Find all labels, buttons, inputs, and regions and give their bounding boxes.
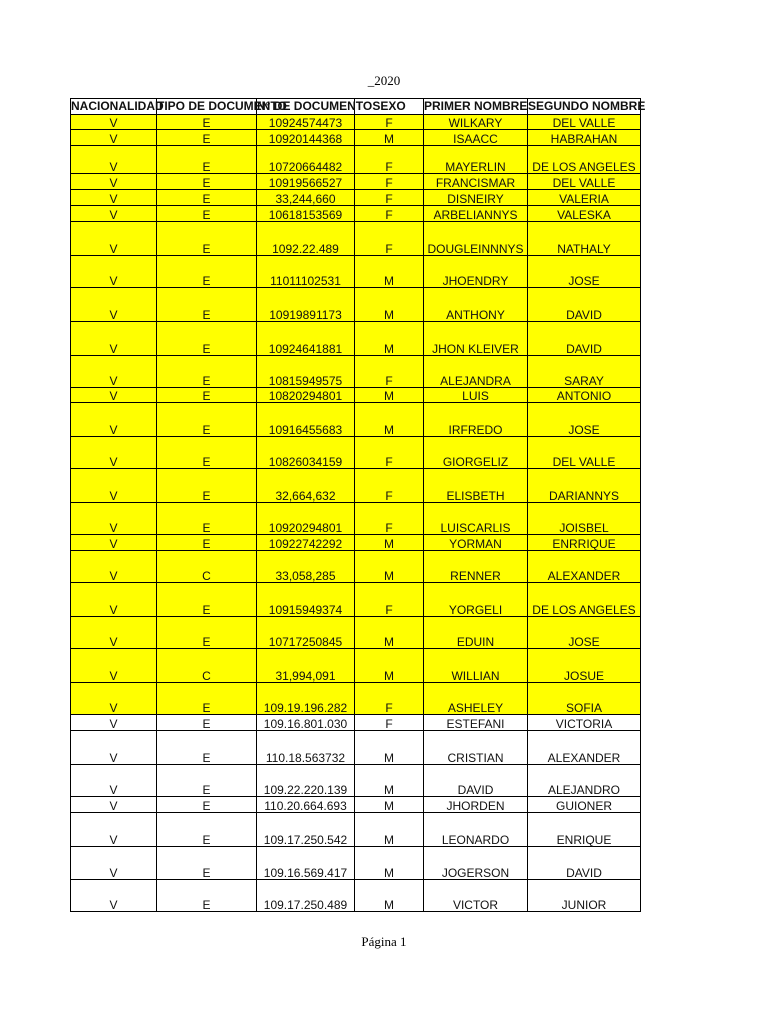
nacionalidad-cell[interactable]: V [71, 322, 157, 356]
sexo-cell[interactable]: F [355, 683, 424, 715]
segundo-nombre-cell[interactable]: DAVID [528, 322, 641, 356]
segundo-nombre-cell[interactable]: HABRAHAN [528, 130, 641, 146]
numero-documento-cell[interactable]: 1092.22.489 [257, 222, 355, 256]
primer-nombre-cell[interactable]: CRISTIAN [424, 731, 528, 765]
nacionalidad-cell[interactable]: V [71, 797, 157, 813]
table-row [71, 813, 641, 847]
nacionalidad-cell[interactable]: V [71, 130, 157, 146]
segundo-nombre-cell[interactable]: SOFIA [528, 683, 641, 715]
sexo-cell[interactable]: M [355, 765, 424, 797]
segundo-nombre-cell[interactable]: JOSE [528, 256, 641, 288]
numero-documento-cell[interactable]: 10717250845 [257, 617, 355, 649]
nacionalidad-cell[interactable]: V [71, 649, 157, 683]
table-row [71, 256, 641, 288]
table-row [71, 765, 641, 797]
tipo-documento-cell[interactable]: E [157, 356, 257, 388]
table-row [71, 437, 641, 469]
sexo-cell[interactable]: F [355, 715, 424, 731]
nacionalidad-cell[interactable]: V [71, 174, 157, 190]
numero-documento-cell[interactable]: 109.16.569.417 [257, 847, 355, 880]
tipo-documento-cell[interactable]: E [157, 715, 257, 731]
table-row [71, 797, 641, 813]
primer-nombre-cell[interactable]: ALEJANDRA [424, 356, 528, 388]
segundo-nombre-cell[interactable]: ALEXANDER [528, 551, 641, 583]
segundo-nombre-cell[interactable]: JOSE [528, 403, 641, 437]
header-nacionalidad[interactable]: NACIONALIDAD [71, 99, 164, 113]
segundo-nombre-cell[interactable]: DAVID [528, 288, 641, 322]
nacionalidad-cell[interactable]: V [71, 469, 157, 503]
nacionalidad-cell[interactable]: V [71, 731, 157, 765]
primer-nombre-cell[interactable]: WILKARY [424, 115, 528, 130]
primer-nombre-cell[interactable]: IRFREDO [424, 403, 528, 437]
nacionalidad-cell[interactable]: V [71, 190, 157, 206]
sexo-cell[interactable]: M [355, 130, 424, 146]
segundo-nombre-cell[interactable]: VALESKA [528, 206, 641, 222]
tipo-documento-cell[interactable]: E [157, 388, 257, 403]
sexo-cell[interactable]: M [355, 617, 424, 649]
segundo-nombre-cell[interactable]: DE LOS ANGELES [528, 583, 641, 617]
table-row [71, 288, 641, 322]
segundo-nombre-cell[interactable]: DEL VALLE [528, 174, 641, 190]
primer-nombre-cell[interactable]: ELISBETH [424, 469, 528, 503]
sexo-cell[interactable]: M [355, 403, 424, 437]
tipo-documento-cell[interactable]: E [157, 617, 257, 649]
primer-nombre-cell[interactable]: LEONARDO [424, 813, 528, 847]
data-table [70, 98, 646, 912]
numero-documento-cell[interactable]: 10924574473 [257, 115, 355, 130]
numero-documento-cell[interactable]: 10826034159 [257, 437, 355, 469]
tipo-documento-cell[interactable]: E [157, 403, 257, 437]
tipo-documento-cell[interactable]: E [157, 256, 257, 288]
primer-nombre-cell[interactable]: RENNER [424, 551, 528, 583]
primer-nombre-cell[interactable]: ESTEFANI [424, 715, 528, 731]
header-row [71, 99, 641, 115]
numero-documento-cell[interactable]: 10915949374 [257, 583, 355, 617]
nacionalidad-cell[interactable]: V [71, 222, 157, 256]
numero-documento-cell[interactable]: 109.17.250.489 [257, 880, 355, 912]
nacionalidad-cell[interactable]: V [71, 583, 157, 617]
segundo-nombre-cell[interactable]: ANTONIO [528, 388, 641, 403]
primer-nombre-cell[interactable]: ISAACC [424, 130, 528, 146]
nacionalidad-cell[interactable]: V [71, 535, 157, 551]
sexo-cell[interactable]: M [355, 256, 424, 288]
numero-documento-cell[interactable]: 31,994,091 [257, 649, 355, 683]
primer-nombre-cell[interactable]: ANTHONY [424, 288, 528, 322]
table-row [71, 503, 641, 535]
header-tipo-documento[interactable]: TIPO DE DOCUMENTO [157, 99, 287, 113]
segundo-nombre-cell[interactable]: JOISBEL [528, 503, 641, 535]
primer-nombre-cell[interactable]: DOUGLEINNNYS [424, 222, 528, 256]
tipo-documento-cell[interactable]: E [157, 288, 257, 322]
numero-documento-cell[interactable]: 10919566527 [257, 174, 355, 190]
sexo-cell[interactable]: F [355, 222, 424, 256]
primer-nombre-cell[interactable]: JHOENDRY [424, 256, 528, 288]
numero-documento-cell[interactable]: 10922742292 [257, 535, 355, 551]
header-numero-documento[interactable]: N° DE DOCUMENTO [257, 99, 373, 113]
segundo-nombre-cell[interactable]: GUIONER [528, 797, 641, 813]
primer-nombre-cell[interactable]: JHON KLEIVER [424, 322, 528, 356]
sexo-cell[interactable]: F [355, 503, 424, 535]
nacionalidad-cell[interactable]: V [71, 146, 157, 174]
numero-documento-cell[interactable]: 110.20.664.693 [257, 797, 355, 813]
header-primer-nombre[interactable]: PRIMER NOMBRE [424, 99, 528, 113]
table-row [71, 174, 641, 190]
numero-documento-cell[interactable]: 10919891173 [257, 288, 355, 322]
numero-documento-cell[interactable]: 10920144368 [257, 130, 355, 146]
table-row [71, 880, 641, 912]
tipo-documento-cell[interactable]: E [157, 174, 257, 190]
nacionalidad-cell[interactable]: V [71, 765, 157, 797]
table-row [71, 649, 641, 683]
numero-documento-cell[interactable]: 33,058,285 [257, 551, 355, 583]
sexo-cell[interactable]: M [355, 649, 424, 683]
page-footer: Página 1 [361, 934, 407, 949]
table-row [71, 583, 641, 617]
tipo-documento-cell[interactable]: E [157, 206, 257, 222]
nacionalidad-cell[interactable]: V [71, 388, 157, 403]
primer-nombre-cell[interactable]: ASHELEY [424, 683, 528, 715]
primer-nombre-cell[interactable]: YORMAN [424, 535, 528, 551]
numero-documento-cell[interactable]: 33,244,660 [257, 190, 355, 206]
numero-documento-cell[interactable]: 10618153569 [257, 206, 355, 222]
segundo-nombre-cell[interactable]: DEL VALLE [528, 437, 641, 469]
primer-nombre-cell[interactable]: JOGERSON [424, 847, 528, 880]
primer-nombre-cell[interactable]: YORGELI [424, 583, 528, 617]
segundo-nombre-cell[interactable]: JOSE [528, 617, 641, 649]
numero-documento-cell[interactable]: 10924641881 [257, 322, 355, 356]
nacionalidad-cell[interactable]: V [71, 115, 157, 130]
nacionalidad-cell[interactable]: V [71, 813, 157, 847]
tipo-documento-cell[interactable]: E [157, 115, 257, 130]
sexo-cell[interactable]: M [355, 322, 424, 356]
sexo-cell[interactable]: M [355, 288, 424, 322]
sexo-cell[interactable]: F [355, 174, 424, 190]
nacionalidad-cell[interactable]: V [71, 503, 157, 535]
tipo-documento-cell[interactable]: E [157, 583, 257, 617]
sexo-cell[interactable]: F [355, 469, 424, 503]
segundo-nombre-cell[interactable]: VICTORIA [528, 715, 641, 731]
table-row [71, 356, 641, 388]
table-row [71, 190, 641, 206]
primer-nombre-cell[interactable]: MAYERLIN [424, 146, 528, 174]
tipo-documento-cell[interactable]: E [157, 797, 257, 813]
numero-documento-cell[interactable]: 10720664482 [257, 146, 355, 174]
tipo-documento-cell[interactable]: E [157, 765, 257, 797]
sexo-cell[interactable]: F [355, 583, 424, 617]
numero-documento-cell[interactable]: 109.16.801.030 [257, 715, 355, 731]
table-row [71, 551, 641, 583]
tipo-documento-cell[interactable]: E [157, 847, 257, 880]
table-row [71, 847, 641, 880]
primer-nombre-cell[interactable]: EDUIN [424, 617, 528, 649]
nacionalidad-cell[interactable]: V [71, 847, 157, 880]
segundo-nombre-cell[interactable]: SARAY [528, 356, 641, 388]
segundo-nombre-cell[interactable]: DARIANNYS [528, 469, 641, 503]
primer-nombre-cell[interactable]: VICTOR [424, 880, 528, 912]
numero-documento-cell[interactable]: 109.22.220.139 [257, 765, 355, 797]
tipo-documento-cell[interactable]: E [157, 880, 257, 912]
tipo-documento-cell[interactable]: E [157, 130, 257, 146]
table-row [71, 683, 641, 715]
primer-nombre-cell[interactable]: DAVID [424, 765, 528, 797]
numero-documento-cell[interactable]: 10920294801 [257, 503, 355, 535]
table-row [71, 322, 641, 356]
numero-documento-cell[interactable]: 11011102531 [257, 256, 355, 288]
nacionalidad-cell[interactable]: V [71, 206, 157, 222]
sexo-cell[interactable]: F [355, 437, 424, 469]
nacionalidad-cell[interactable]: V [71, 715, 157, 731]
table-row [71, 146, 641, 174]
numero-documento-cell[interactable]: 109.19.196.282 [257, 683, 355, 715]
table-row [71, 715, 641, 731]
table-row [71, 130, 641, 146]
primer-nombre-cell[interactable]: FRANCISMAR [424, 174, 528, 190]
table-row [71, 731, 641, 765]
tipo-documento-cell[interactable]: E [157, 813, 257, 847]
segundo-nombre-cell[interactable]: ALEXANDER [528, 731, 641, 765]
tipo-documento-cell[interactable]: E [157, 503, 257, 535]
nacionalidad-cell[interactable]: V [71, 551, 157, 583]
segundo-nombre-cell[interactable]: ENRRIQUE [528, 535, 641, 551]
tipo-documento-cell[interactable]: E [157, 322, 257, 356]
header-sexo[interactable]: SEXO [355, 99, 424, 115]
numero-documento-cell[interactable]: 10916455683 [257, 403, 355, 437]
sexo-cell[interactable]: M [355, 388, 424, 403]
tipo-documento-cell[interactable]: E [157, 535, 257, 551]
table-row [71, 206, 641, 222]
numero-documento-cell[interactable]: 10820294801 [257, 388, 355, 403]
sexo-cell[interactable]: F [355, 206, 424, 222]
tipo-documento-cell[interactable]: E [157, 683, 257, 715]
segundo-nombre-cell[interactable]: DEL VALLE [528, 115, 641, 130]
nacionalidad-cell[interactable]: V [71, 288, 157, 322]
sexo-cell[interactable]: M [355, 880, 424, 912]
sexo-cell[interactable]: M [355, 813, 424, 847]
tipo-documento-cell[interactable]: C [157, 551, 257, 583]
tipo-documento-cell[interactable]: E [157, 146, 257, 174]
tipo-documento-cell[interactable]: E [157, 437, 257, 469]
nacionalidad-cell[interactable]: V [71, 617, 157, 649]
nacionalidad-cell[interactable]: V [71, 356, 157, 388]
segundo-nombre-cell[interactable]: ENRIQUE [528, 813, 641, 847]
primer-nombre-cell[interactable]: DISNEIRY [424, 190, 528, 206]
table-row [71, 403, 641, 437]
table-row [71, 535, 641, 551]
segundo-nombre-cell[interactable]: NATHALY [528, 222, 641, 256]
header-segundo-nombre[interactable]: SEGUNDO NOMBRE [528, 99, 646, 113]
primer-nombre-cell[interactable]: ARBELIANNYS [424, 206, 528, 222]
sexo-cell[interactable]: M [355, 551, 424, 583]
tipo-documento-cell[interactable]: E [157, 222, 257, 256]
segundo-nombre-cell[interactable]: VALERIA [528, 190, 641, 206]
segundo-nombre-cell[interactable]: DE LOS ANGELES [528, 146, 641, 174]
table-row [71, 388, 641, 403]
sexo-cell[interactable]: M [355, 847, 424, 880]
table-row [71, 222, 641, 256]
tipo-documento-cell[interactable]: E [157, 469, 257, 503]
sexo-cell[interactable]: F [355, 356, 424, 388]
segundo-nombre-cell[interactable]: ALEJANDRO [528, 765, 641, 797]
segundo-nombre-cell[interactable]: DAVID [528, 847, 641, 880]
sexo-cell[interactable]: M [355, 535, 424, 551]
page-title: _2020 [367, 73, 401, 88]
sexo-cell[interactable]: F [355, 146, 424, 174]
nacionalidad-cell[interactable]: V [71, 683, 157, 715]
primer-nombre-cell[interactable]: LUISCARLIS [424, 503, 528, 535]
sexo-cell[interactable]: M [355, 797, 424, 813]
sexo-cell[interactable]: M [355, 731, 424, 765]
numero-documento-cell[interactable]: 109.17.250.542 [257, 813, 355, 847]
tipo-documento-cell[interactable]: C [157, 649, 257, 683]
nacionalidad-cell[interactable]: V [71, 403, 157, 437]
table-row [71, 469, 641, 503]
table-row [71, 115, 641, 130]
nacionalidad-cell[interactable]: V [71, 437, 157, 469]
nacionalidad-cell[interactable]: V [71, 880, 157, 912]
segundo-nombre-cell[interactable]: JOSUE [528, 649, 641, 683]
numero-documento-cell[interactable]: 32,664,632 [257, 469, 355, 503]
numero-documento-cell[interactable]: 10815949575 [257, 356, 355, 388]
segundo-nombre-cell[interactable]: JUNIOR [528, 880, 641, 912]
sexo-cell[interactable]: F [355, 115, 424, 130]
sexo-cell[interactable]: F [355, 190, 424, 206]
numero-documento-cell[interactable]: 110.18.563732 [257, 731, 355, 765]
table-row [71, 617, 641, 649]
primer-nombre-cell[interactable]: LUIS [424, 388, 528, 403]
primer-nombre-cell[interactable]: JHORDEN [424, 797, 528, 813]
tipo-documento-cell[interactable]: E [157, 190, 257, 206]
primer-nombre-cell[interactable]: GIORGELIZ [424, 437, 528, 469]
tipo-documento-cell[interactable]: E [157, 731, 257, 765]
primer-nombre-cell[interactable]: WILLIAN [424, 649, 528, 683]
nacionalidad-cell[interactable]: V [71, 256, 157, 288]
